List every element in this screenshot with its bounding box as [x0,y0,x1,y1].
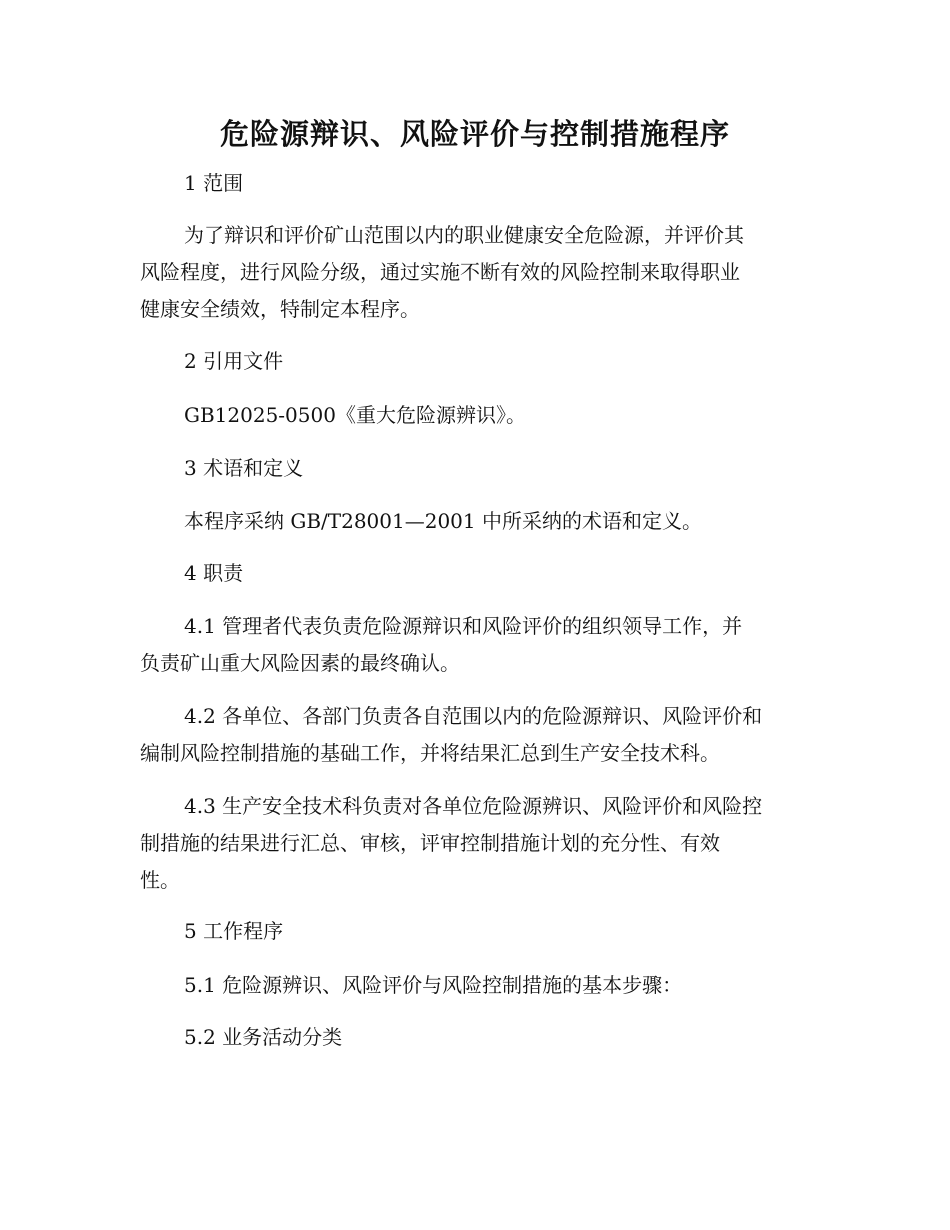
section-heading-responsibilities: 4 职责 [184,561,244,585]
paragraph-line: 5.1 危险源辨识、风险评价与风险控制措施的基本步骤： [184,973,683,997]
paragraph-line: 负责矿山重大风险因素的最终确认。 [140,651,460,675]
paragraph-line: 性。 [140,868,180,892]
paragraph-line: GB12025-0500《重大危险源辨识》。 [184,403,526,427]
paragraph-line: 为了辩识和评价矿山范围以内的职业健康安全危险源，并评价其 [184,223,744,247]
document-title: 危险源辩识、风险评价与控制措施程序 [219,117,730,151]
section-heading-references: 2 引用文件 [184,349,284,373]
section-heading-scope: 1 范围 [184,171,244,195]
section-heading-procedure: 5 工作程序 [184,919,284,943]
paragraph-line: 4.2 各单位、各部门负责各自范围以内的危险源辩识、风险评价和 [184,704,763,728]
paragraph-line: 本程序采纳 GB/T28001—2001 中所采纳的术语和定义。 [184,509,702,533]
paragraph-line: 5.2 业务活动分类 [184,1025,343,1049]
paragraph-line: 4.1 管理者代表负责危险源辩识和风险评价的组织领导工作，并 [184,614,743,638]
paragraph-line: 编制风险控制措施的基础工作，并将结果汇总到生产安全技术科。 [140,741,720,765]
paragraph-line: 健康安全绩效，特制定本程序。 [140,297,420,321]
section-heading-terms: 3 术语和定义 [184,456,304,480]
paragraph-line: 风险程度，进行风险分级，通过实施不断有效的风险控制来取得职业 [140,260,740,284]
paragraph-line: 4.3 生产安全技术科负责对各单位危险源辨识、风险评价和风险控 [184,794,763,818]
paragraph-line: 制措施的结果进行汇总、审核，评审控制措施计划的充分性、有效 [140,831,720,855]
